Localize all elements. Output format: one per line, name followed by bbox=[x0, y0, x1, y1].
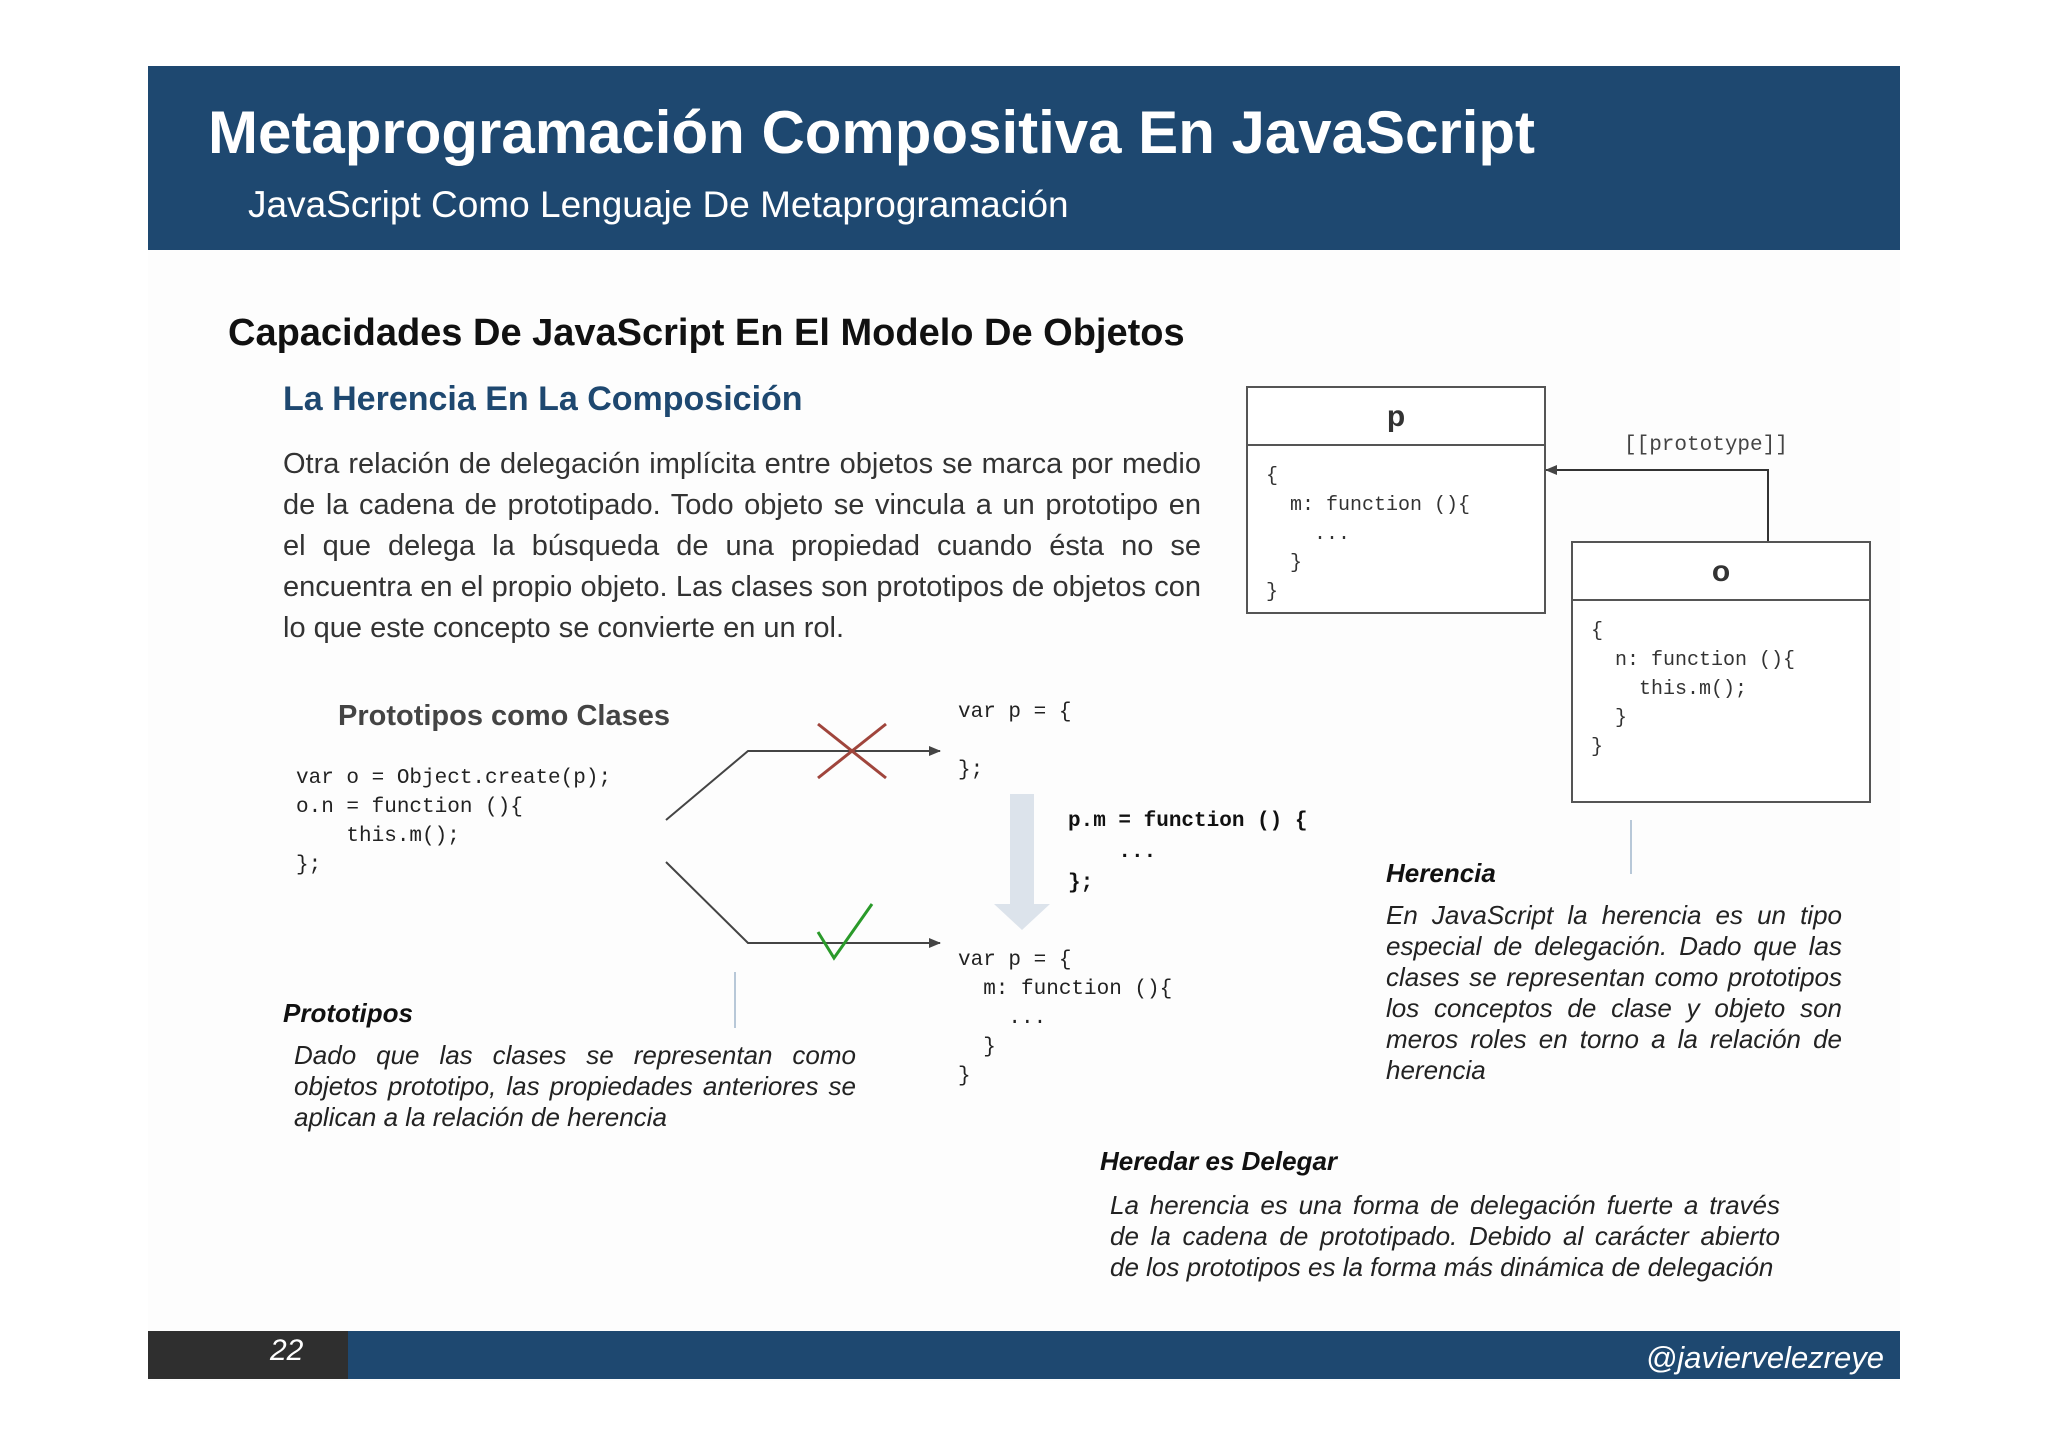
prototype-label: [[prototype]] bbox=[1624, 434, 1788, 457]
uml-box-p-name: p bbox=[1248, 388, 1544, 446]
code-object-create: var o = Object.create(p); o.n = function (){ this.m(); }; bbox=[296, 767, 612, 877]
page-number-box bbox=[148, 1331, 348, 1379]
note-herencia-body: En JavaScript la herencia es un tipo especial de delegación. Dado que las clases se representan como prototipos los conceptos de clase y objeto son meros roles en torno a la relación de herencia bbox=[1386, 900, 1842, 1085]
upper-branch-arrow bbox=[666, 751, 940, 820]
uml-box-p bbox=[1246, 386, 1546, 614]
uml-box-o bbox=[1571, 541, 1871, 803]
footer-bar bbox=[148, 1331, 1900, 1379]
slide-subtitle: JavaScript Como Lenguaje De Metaprogramación bbox=[248, 184, 1069, 225]
section-title: Capacidades De JavaScript En El Modelo De Objetos bbox=[228, 312, 1185, 354]
code-method-assignment: p.m = function () { ... }; bbox=[1068, 810, 1308, 895]
page-number: 22 bbox=[270, 1334, 304, 1367]
uml-box-o-name: o bbox=[1573, 543, 1869, 601]
branch-arrows bbox=[666, 751, 940, 943]
note-prototipos-body: Dado que las clases se representan como objetos prototipo, las propiedades anteriores se aplican a la relación de herencia bbox=[294, 1040, 856, 1132]
note-prototipos-title: Prototipos bbox=[283, 998, 413, 1028]
prototype-link-arrow bbox=[1546, 470, 1768, 542]
note-herencia-title: Herencia bbox=[1386, 858, 1496, 888]
note-heredar-title: Heredar es Delegar bbox=[1100, 1146, 1338, 1176]
slide-title: Metaprogramación Compositiva En JavaScript bbox=[208, 99, 1536, 166]
subsection-title: La Herencia En La Composición bbox=[283, 380, 803, 418]
intro-paragraph: Otra relación de delegación implícita entre objetos se marca por medio de la cadena de prototipado. Todo objeto se vincula a un prototipo en el que delega la búsqueda de una propiedad cuando ésta no se encuentra en el propio objeto. Las clases son prototipos de objetos con lo que este concepto se convierte en un rol. bbox=[283, 448, 1201, 644]
code-empty-prototype: var p = { }; bbox=[958, 701, 1072, 782]
uml-box-o-code: { n: function (){ this.m(); } } bbox=[1591, 620, 1796, 759]
uml-box-p-code: { m: function (){ ... } } bbox=[1266, 465, 1471, 604]
example-title: Prototipos como Clases bbox=[338, 700, 670, 732]
note-heredar-body: La herencia es una forma de delegación fuerte a través de la cadena de prototipado. Debido al carácter abierto de los prototipos es la forma más dinámica de delegación bbox=[1110, 1190, 1780, 1282]
lower-branch-arrow bbox=[666, 862, 940, 943]
check-icon bbox=[818, 904, 872, 958]
down-arrow-icon bbox=[994, 794, 1050, 930]
code-full-prototype: var p = { m: function (){ ... } } bbox=[958, 949, 1173, 1088]
author-handle: @javiervelezreye bbox=[1645, 1340, 1884, 1375]
